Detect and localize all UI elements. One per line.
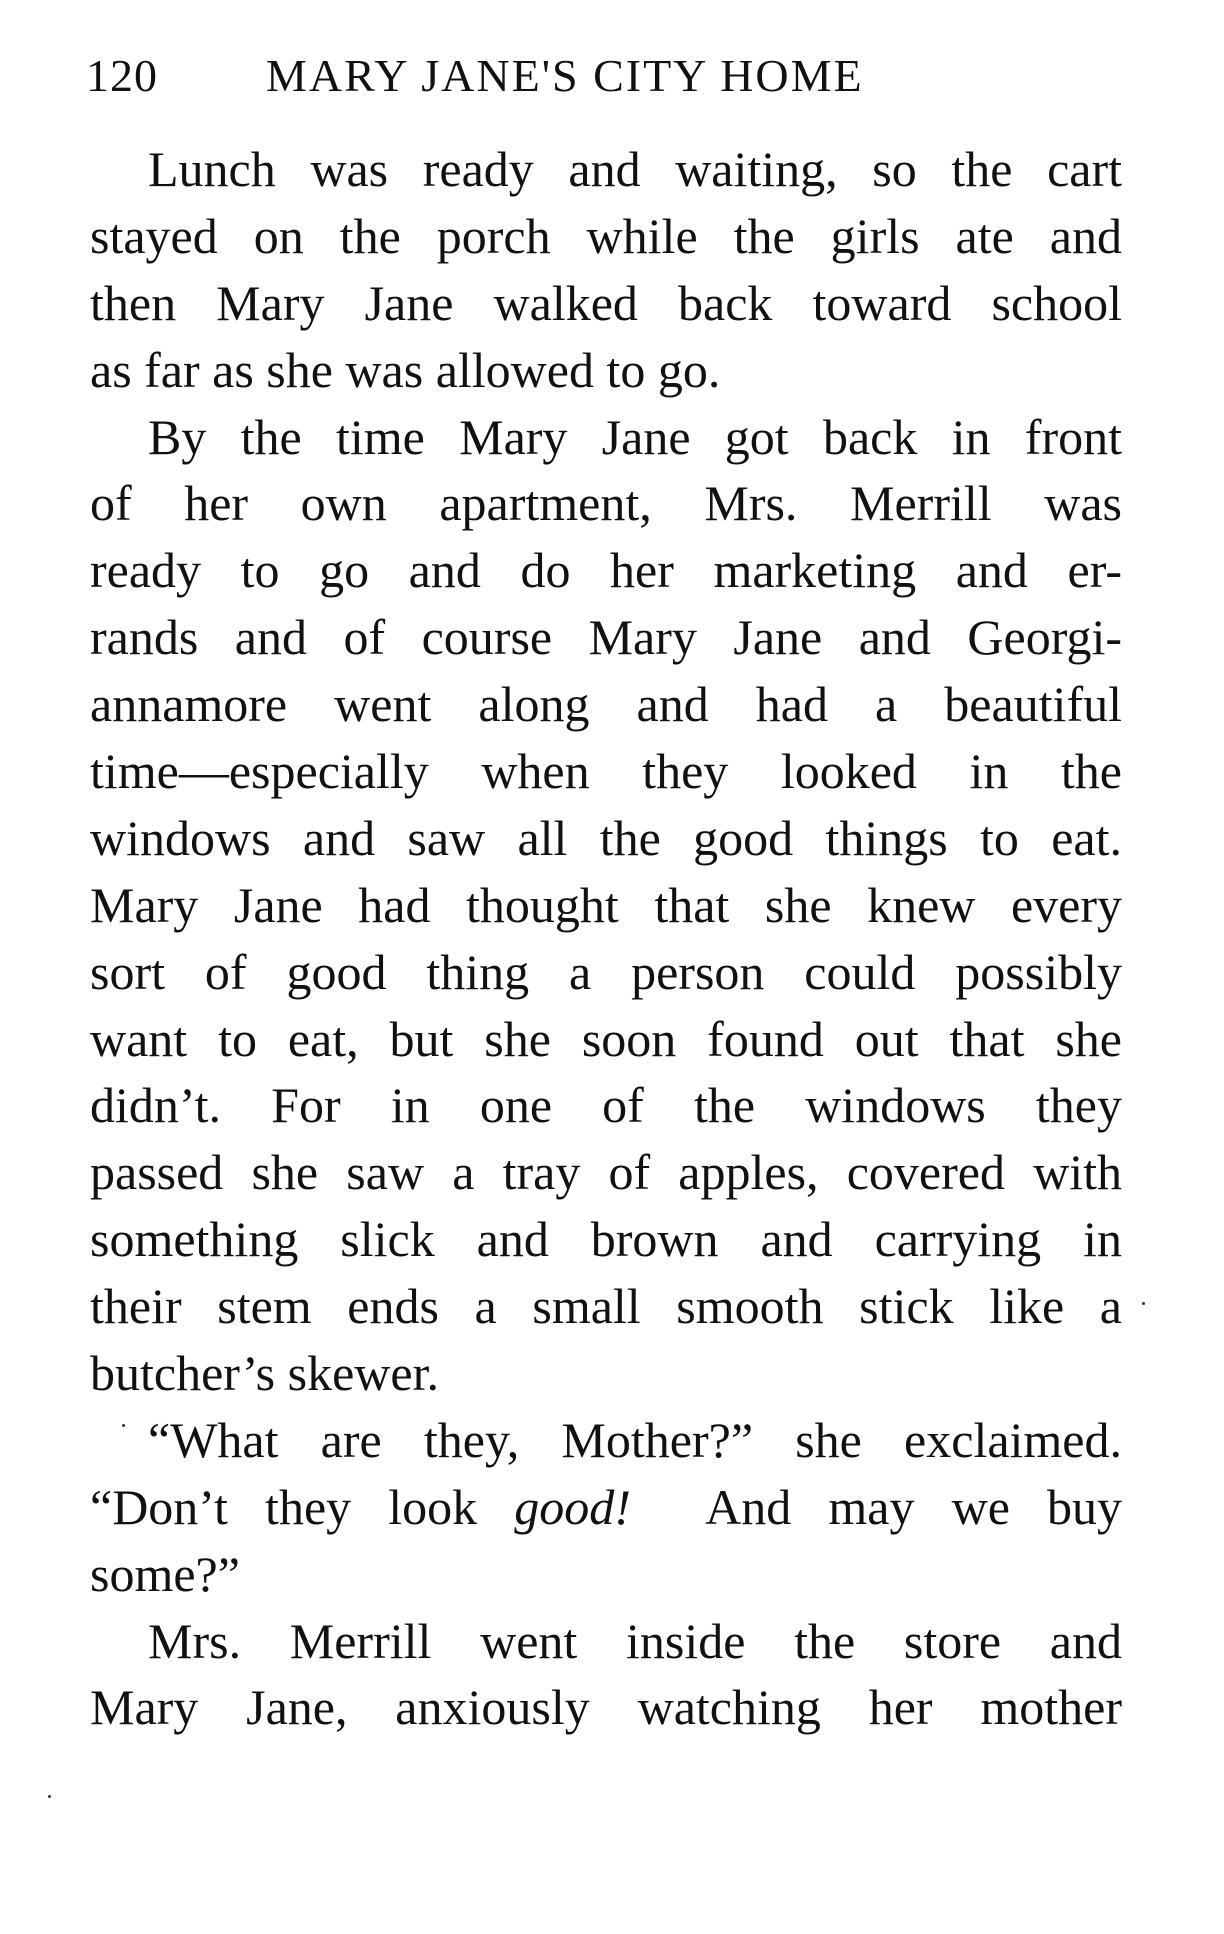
text-line: something slick and brown and carrying in — [90, 1211, 1122, 1268]
text-line: some?” — [90, 1545, 240, 1602]
text-line: Mary Jane, anxiously watching her mother — [90, 1679, 1122, 1736]
text-line: stayed on the porch while the girls ate and — [90, 207, 1122, 264]
text-line: rands and of course Mary Jane and Georgi- — [90, 609, 1122, 666]
text-line: time—especially when they looked in the — [90, 743, 1122, 800]
text-line: sort of good thing a person could possibly — [90, 943, 1122, 1000]
text-line: Lunch was ready and waiting, so the cart — [148, 141, 1122, 197]
text-line: want to eat, but she soon found out that she — [90, 1010, 1122, 1067]
text-line: Mary Jane had thought that she knew every — [90, 876, 1122, 933]
page-number: 120 — [86, 50, 158, 101]
text-line: annamore went along and had a beautiful — [90, 676, 1122, 733]
text-fragment: And may we buy — [705, 1478, 1123, 1535]
print-speck — [1142, 1302, 1145, 1305]
text-line: By the time Mary Jane got back in front — [148, 408, 1122, 465]
text-line: as far as she was allowed to go. — [90, 341, 721, 398]
body-text — [90, 136, 1122, 1741]
text-line: didn’t. For in one of the windows they — [90, 1077, 1122, 1134]
text-line: of her own apartment, Mrs. Merrill was — [90, 475, 1122, 532]
text-line: passed she saw a tray of apples, covered with — [90, 1144, 1122, 1201]
print-speck — [48, 1795, 51, 1798]
text-line: butcher’s skewer. — [90, 1345, 439, 1402]
text-line: Mrs. Merrill went inside the store and — [148, 1612, 1122, 1669]
text-line: windows and saw all the good things to eat. — [90, 809, 1122, 866]
text-fragment: “Don’t they look — [90, 1478, 478, 1535]
text-line: ready to go and do her marketing and er- — [90, 542, 1122, 599]
book-title: MARY JANE'S CITY HOME — [266, 50, 864, 101]
text-line: then Mary Jane walked back toward school — [90, 274, 1122, 331]
text-line: their stem ends a small smooth stick like a — [90, 1278, 1122, 1335]
text-line-with-emphasis — [90, 1474, 1122, 1541]
text-line: “What are they, Mother?” she exclaimed. — [148, 1411, 1122, 1468]
emphasized-word: good! — [514, 1478, 631, 1535]
running-head — [86, 46, 1126, 106]
print-speck — [122, 1424, 125, 1427]
